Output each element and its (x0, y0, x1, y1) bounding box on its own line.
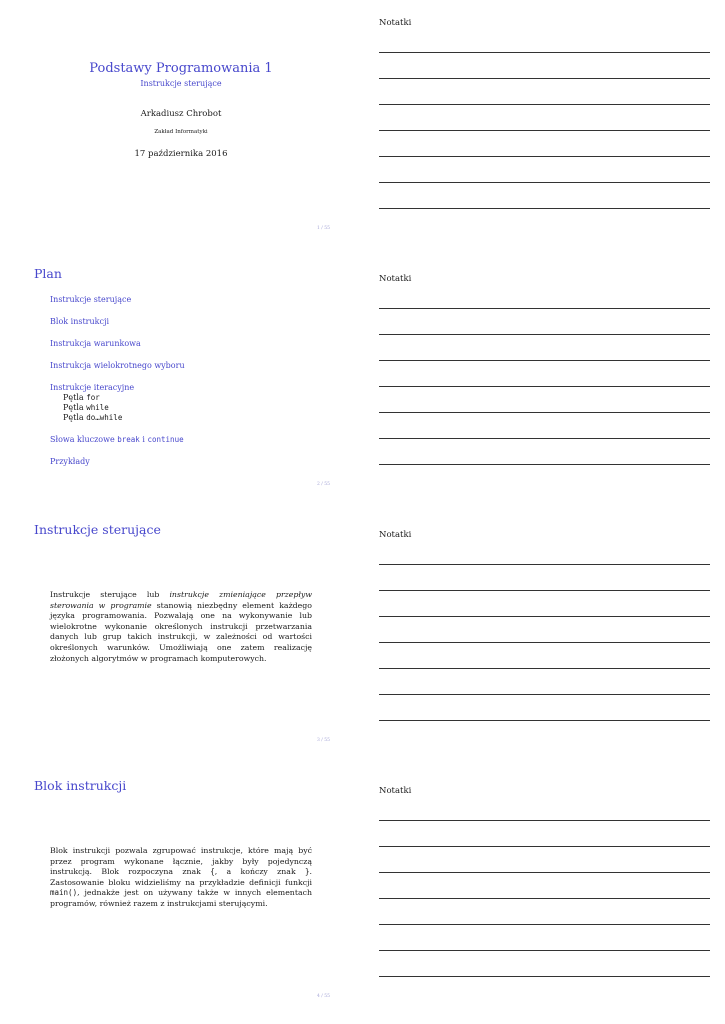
page-number: 2 / 55 (317, 482, 330, 487)
note-line (379, 130, 710, 131)
note-line (379, 872, 710, 873)
page-number: 3 / 55 (317, 738, 330, 743)
note-line (379, 308, 710, 309)
slide-4 (0, 768, 362, 1024)
plan-item-group (50, 383, 185, 423)
keyword-for: for (86, 393, 100, 402)
notes-panel-3 (362, 512, 725, 768)
notes-label: Notatki (379, 18, 412, 28)
note-line (379, 590, 710, 591)
note-line (379, 820, 710, 821)
note-line (379, 386, 710, 387)
note-line (379, 360, 710, 361)
page-number: 1 / 55 (317, 226, 330, 231)
note-line (379, 720, 710, 721)
note-line (379, 156, 710, 157)
keywords-prefix: Słowa kluczowe (50, 435, 115, 444)
note-line (379, 412, 710, 413)
note-line (379, 464, 710, 465)
text-part: . Zastosowanie bloku widzieliśmy na przykładzie definicji funkcji (50, 867, 312, 887)
plan-item[interactable]: Instrukcje iteracyjne (50, 383, 135, 392)
note-line (379, 78, 710, 79)
body-text (50, 590, 312, 664)
presentation-title: Podstawy Programowania 1 (89, 61, 273, 76)
keyword-continue: continue (147, 435, 184, 444)
note-line (379, 182, 710, 183)
page-number: 4 / 55 (317, 994, 330, 999)
subitem-prefix: Pętla (63, 403, 84, 412)
author: Arkadiusz Chrobot (140, 109, 222, 119)
note-line (379, 950, 710, 951)
body-text (50, 846, 312, 910)
notes-label: Notatki (379, 274, 412, 284)
date: 17 października 2016 (134, 149, 228, 159)
note-line (379, 642, 710, 643)
text-part: , jednakże jest on używany także w innych elementach programów, również razem z instrukcjami sterującymi. (50, 888, 312, 908)
text-part: stanowią niezbędny element każdego języka programowania. Pozwalają one na wykonywanie lub wielokrotne wykonanie określonych instrukcji przetwarzania danych lub grup takich instrukcji, w zależności od wartości określonych warunków. Umożliwiają one zatem realizację złożonych algorytmów w programach komputerowych. (50, 600, 312, 663)
notes-label: Notatki (379, 530, 412, 540)
frame-title: Blok instrukcji (34, 778, 127, 793)
note-line (379, 438, 710, 439)
plan-item[interactable]: Blok instrukcji (50, 317, 110, 326)
keyword-and: i (142, 435, 145, 444)
frame-title: Instrukcje sterujące (34, 522, 161, 537)
plan-item[interactable]: Instrukcje sterujące (50, 295, 132, 304)
note-line (379, 668, 710, 669)
notes-label: Notatki (379, 786, 412, 796)
main-function: main() (50, 888, 78, 898)
plan-item[interactable]: Przykłady (50, 457, 90, 466)
subitem-prefix: Pętla (63, 393, 84, 402)
subitem-prefix: Pętla (63, 413, 84, 422)
frame-title: Plan (34, 266, 62, 281)
note-line (379, 924, 710, 925)
notes-panel-4 (362, 768, 725, 1024)
keyword-do-while: do…while (86, 413, 123, 422)
text-part: , a kończy znak (214, 867, 305, 877)
note-line (379, 104, 710, 105)
note-line (379, 52, 710, 53)
notes-panel-2 (362, 256, 725, 512)
note-line (379, 564, 710, 565)
emphasis-text: instrukcje zmieniające przepływ sterowania w programie (50, 590, 312, 610)
note-line (379, 976, 710, 977)
plan-subitem[interactable] (63, 403, 185, 413)
presentation-subtitle: Instrukcje sterujące (140, 79, 222, 88)
institute: Zakład Informatyki (154, 129, 208, 135)
keyword-break: break (117, 435, 140, 444)
note-line (379, 208, 710, 209)
plan-subitem[interactable] (63, 393, 185, 403)
plan-list (50, 295, 185, 479)
note-line (379, 898, 710, 899)
note-line (379, 334, 710, 335)
text-part: Blok instrukcji pozwala zgrupować instrukcje, które mają być przez program wykonane łącznie, jakby były pojedynczą instrukcją. Blok rozpoczyna znak (50, 846, 312, 877)
slide-3 (0, 512, 362, 768)
text-part: Instrukcje sterujące lub (50, 590, 170, 599)
note-line (379, 616, 710, 617)
slide-1 (0, 0, 362, 256)
close-brace: } (305, 867, 310, 877)
plan-item[interactable]: Instrukcja warunkowa (50, 339, 141, 348)
note-line (379, 846, 710, 847)
plan-item[interactable] (50, 435, 185, 445)
notes-panel-1 (362, 0, 725, 256)
open-brace: { (210, 867, 215, 877)
slide-2 (0, 256, 362, 512)
plan-subitem[interactable] (63, 413, 185, 423)
keyword-while: while (86, 403, 109, 412)
note-line (379, 694, 710, 695)
plan-item[interactable]: Instrukcja wielokrotnego wyboru (50, 361, 185, 370)
